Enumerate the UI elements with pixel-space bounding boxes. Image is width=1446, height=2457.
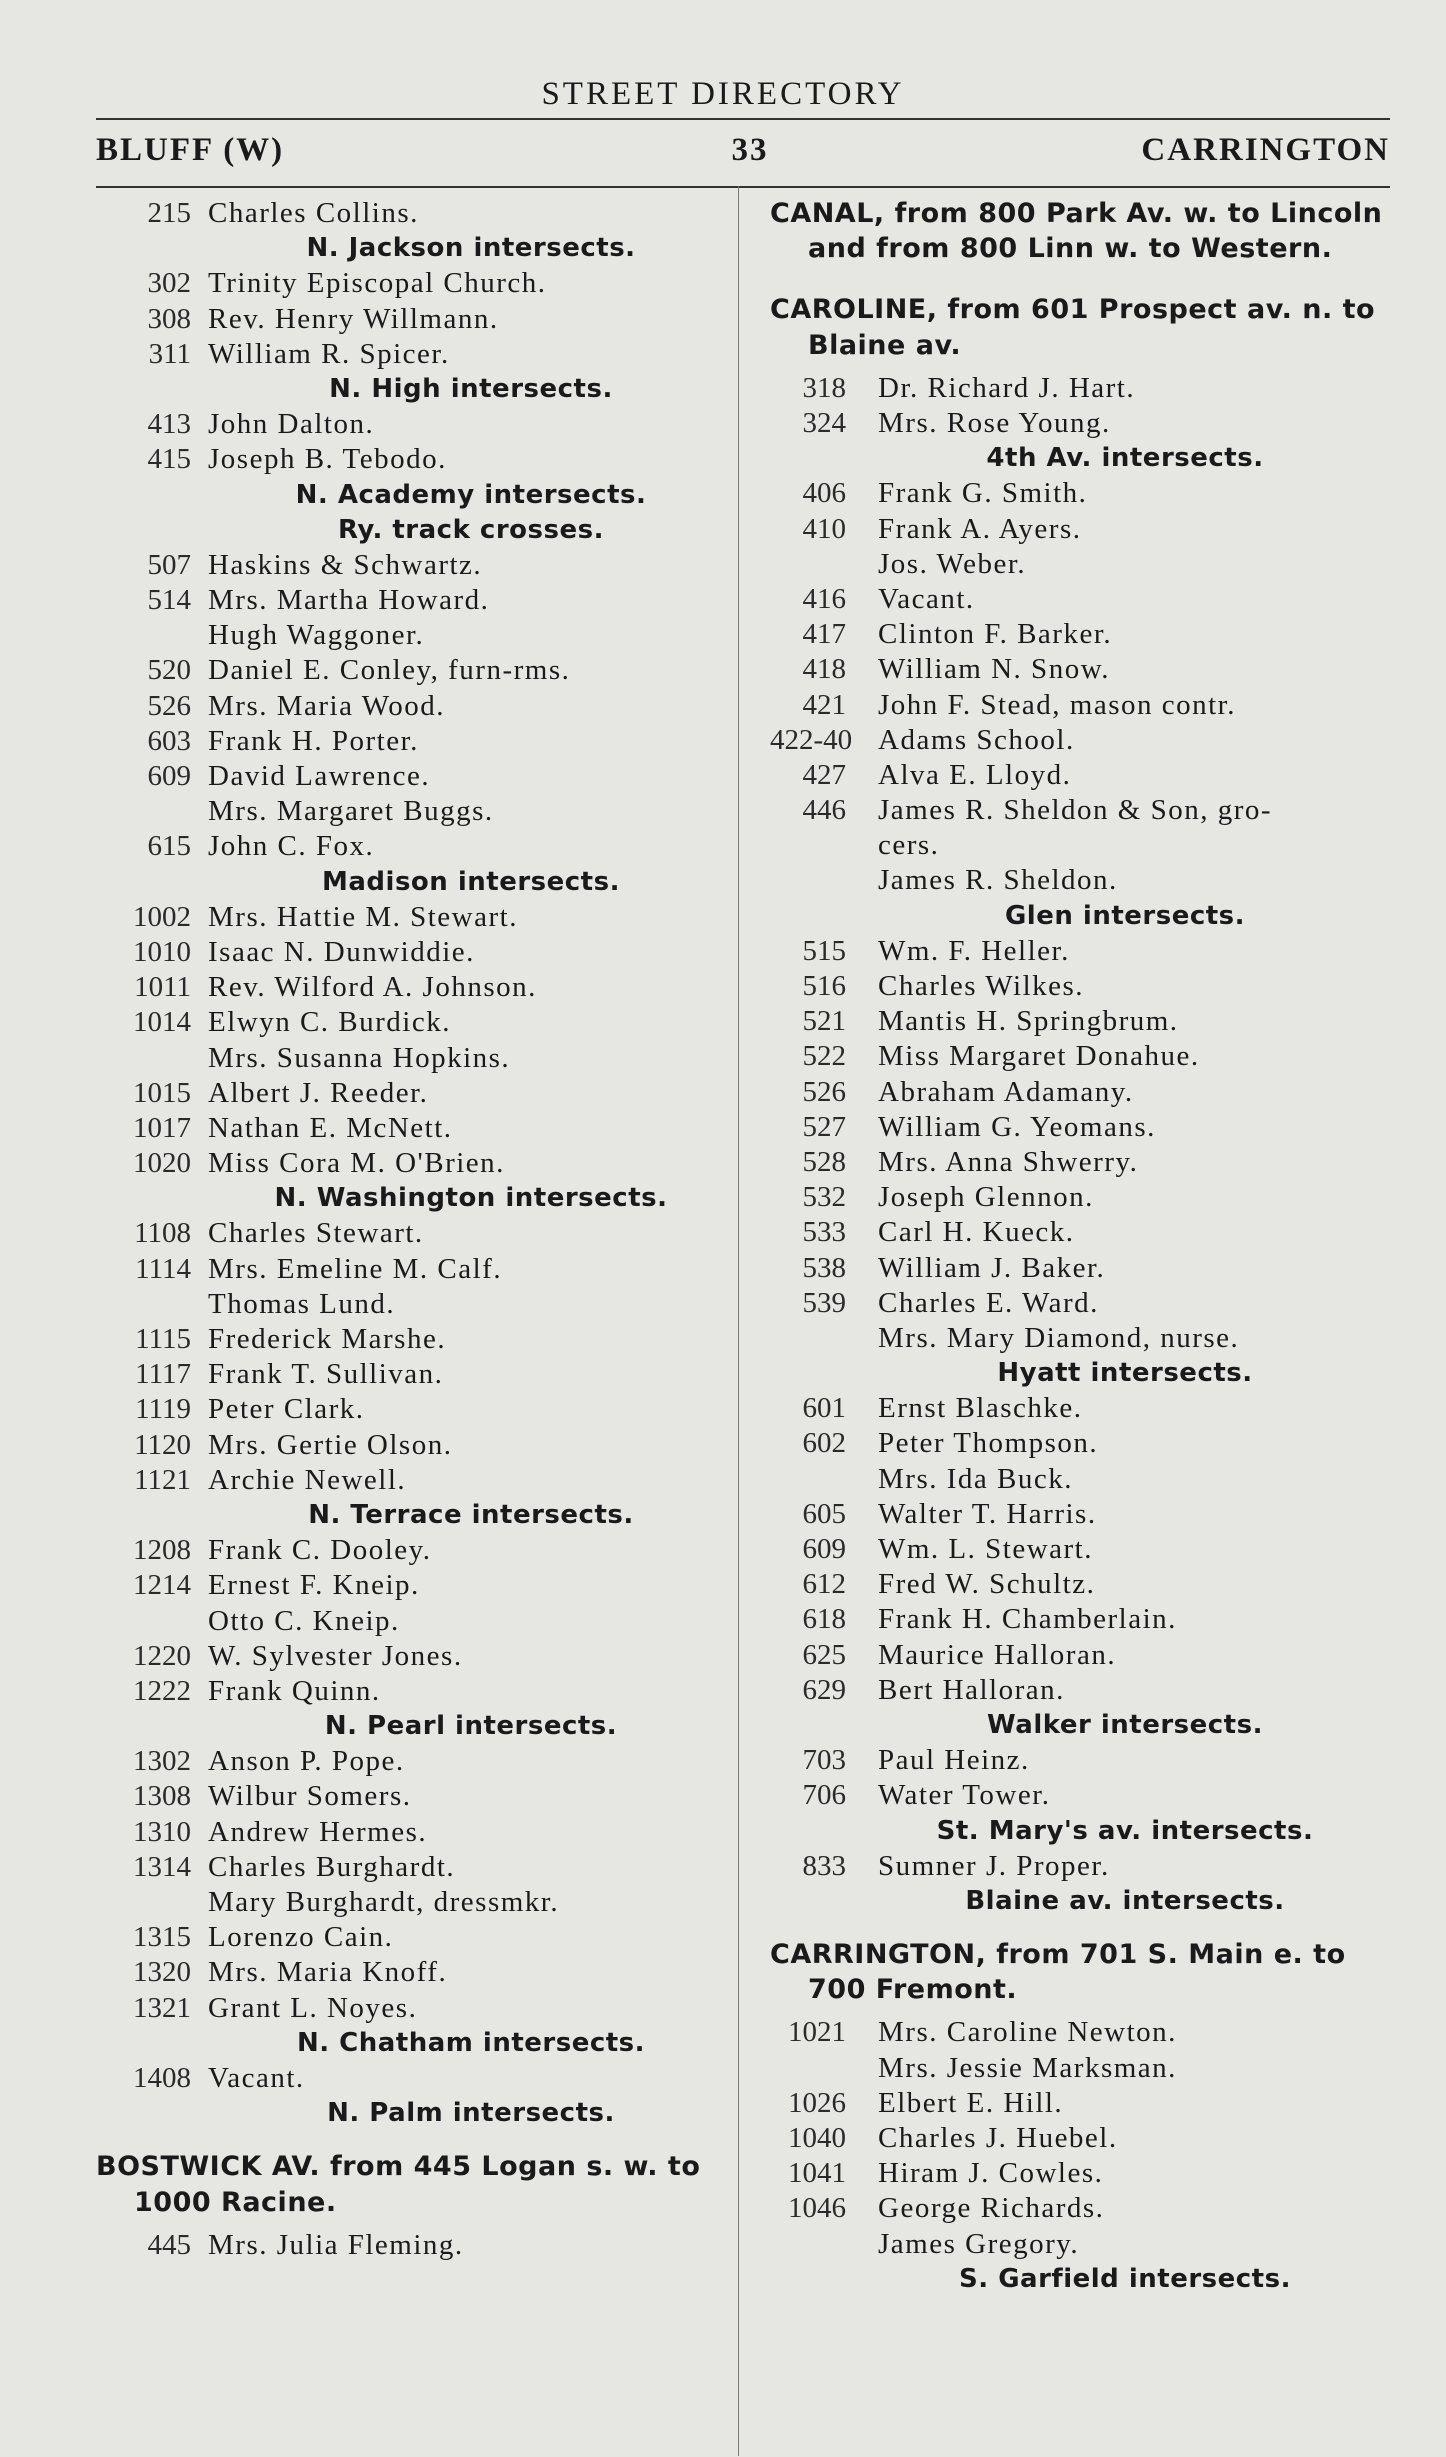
directory-entry xyxy=(770,1743,1390,1778)
directory-entry xyxy=(96,407,736,442)
resident-name: Charles J. Huebel. xyxy=(878,2122,1118,2155)
house-number: 1119 xyxy=(135,1393,191,1426)
directory-entry xyxy=(96,970,736,1005)
directory-entry xyxy=(770,1039,1390,1074)
resident-name: Ernst Blaschke. xyxy=(878,1392,1083,1425)
resident-name: Adams School. xyxy=(878,723,1075,756)
directory-entry xyxy=(770,863,1390,898)
directory-entry xyxy=(770,758,1390,793)
resident-name: Elwyn C. Burdick. xyxy=(208,1006,451,1039)
resident-name: John F. Stead, mason contr. xyxy=(878,688,1236,721)
house-number: 406 xyxy=(802,477,846,510)
house-number: 1021 xyxy=(788,2016,846,2049)
house-number: 515 xyxy=(802,934,846,967)
resident-name: Abraham Adamany. xyxy=(878,1075,1134,1108)
cross-street-heading: N. Washington intersects. xyxy=(274,1183,668,1214)
directory-entry xyxy=(770,652,1390,687)
resident-name: William G. Yeomans. xyxy=(878,1110,1156,1143)
street-heading: CAROLINE, from 601 Prospect av. n. to Blaine av. xyxy=(770,294,1376,361)
house-number: 1308 xyxy=(133,1780,191,1813)
house-number: 516 xyxy=(802,970,846,1002)
left-running-header: BLUFF (W) xyxy=(96,132,285,168)
directory-entry xyxy=(770,1321,1390,1356)
directory-entry xyxy=(770,582,1390,617)
cross-street-heading: S. Garfield intersects. xyxy=(959,2263,1291,2294)
resident-name: James R. Sheldon. xyxy=(878,864,1118,897)
directory-entry xyxy=(96,1322,736,1357)
directory-entry xyxy=(96,900,736,935)
directory-entry xyxy=(96,1920,736,1955)
directory-entry xyxy=(770,1638,1390,1673)
cross-street-heading: Hyatt intersects. xyxy=(997,1358,1253,1389)
spacer xyxy=(770,1919,1390,1937)
house-number: 532 xyxy=(802,1181,846,1214)
house-number: 625 xyxy=(802,1638,846,1671)
directory-entry xyxy=(96,1392,736,1427)
directory-entry xyxy=(770,828,1390,863)
directory-entry xyxy=(770,1145,1390,1180)
directory-entry xyxy=(96,1357,736,1392)
resident-name: Vacant. xyxy=(878,582,975,615)
resident-name: Frank C. Dooley. xyxy=(208,1534,432,1567)
resident-name: Anson P. Pope. xyxy=(208,1745,405,1778)
cross-street-heading: Madison intersects. xyxy=(322,866,620,897)
house-number: 1408 xyxy=(133,2061,191,2094)
directory-entry xyxy=(770,406,1390,441)
resident-name: Albert J. Reeder. xyxy=(208,1076,429,1109)
directory-entry xyxy=(96,583,736,618)
street-heading: BOSTWICK AV. from 445 Logan s. w. to 1000 Racine. xyxy=(96,2151,701,2218)
directory-entry xyxy=(770,1532,1390,1567)
house-number: 1320 xyxy=(133,1956,191,1989)
resident-name: Frank G. Smith. xyxy=(878,477,1088,510)
house-number: 413 xyxy=(147,408,191,441)
directory-entry xyxy=(96,1568,736,1603)
resident-name: Archie Newell. xyxy=(208,1463,407,1496)
resident-name: Bert Halloran. xyxy=(878,1673,1065,1706)
resident-name: John C. Fox. xyxy=(208,830,375,863)
spacer xyxy=(96,2220,736,2228)
cross-street-heading: Ry. track crosses. xyxy=(338,514,604,545)
house-number: 1026 xyxy=(788,2086,846,2119)
resident-name: Frederick Marshe. xyxy=(208,1323,447,1355)
resident-name: Joseph Glennon. xyxy=(878,1181,1094,1214)
house-number: 609 xyxy=(802,1533,846,1565)
resident-name: Mary Burghardt, dressmkr. xyxy=(208,1886,560,1918)
spacer xyxy=(770,266,1390,274)
directory-entry xyxy=(770,2015,1390,2050)
house-number: 1310 xyxy=(133,1815,191,1848)
resident-name: Water Tower. xyxy=(878,1779,1051,1812)
street-heading: CANAL, from 800 Park Av. w. to Lincoln and from 800 Linn w. to Western. xyxy=(770,198,1383,265)
resident-name: Grant L. Noyes. xyxy=(208,1991,418,2024)
directory-entry xyxy=(96,1428,736,1463)
house-number: 324 xyxy=(802,407,846,439)
resident-name: Paul Heinz. xyxy=(878,1744,1030,1777)
directory-entry xyxy=(96,1885,736,1920)
resident-name: Trinity Episcopal Church. xyxy=(208,267,547,300)
directory-entry xyxy=(96,442,736,477)
house-number: 1114 xyxy=(135,1252,191,1285)
directory-entry xyxy=(770,1778,1390,1813)
house-number: 416 xyxy=(802,582,846,615)
resident-name: Mrs. Mary Diamond, nurse. xyxy=(878,1321,1240,1354)
house-number: 427 xyxy=(802,758,846,791)
resident-name: Clinton F. Barker. xyxy=(878,618,1113,651)
directory-entry xyxy=(96,618,736,653)
house-number: 520 xyxy=(147,654,191,687)
directory-entry xyxy=(770,1075,1390,1110)
directory-entry xyxy=(770,1286,1390,1321)
resident-name: Mrs. Anna Shwerry. xyxy=(878,1145,1139,1178)
directory-entry xyxy=(96,1216,736,1251)
directory-entry xyxy=(96,1252,736,1287)
resident-name: Walter T. Harris. xyxy=(878,1497,1097,1530)
house-number: 703 xyxy=(802,1744,846,1777)
resident-name: Maurice Halloran. xyxy=(878,1638,1117,1671)
resident-name: Charles E. Ward. xyxy=(878,1286,1099,1319)
resident-name: Mrs. Ida Buck. xyxy=(878,1462,1073,1495)
directory-entry xyxy=(770,2156,1390,2191)
spacer xyxy=(770,274,1390,292)
house-number: 1041 xyxy=(788,2157,846,2190)
resident-name: Frank T. Sullivan. xyxy=(208,1358,444,1391)
directory-entry xyxy=(96,1850,736,1885)
house-number: 514 xyxy=(147,584,191,617)
resident-name: Miss Cora M. O'Brien. xyxy=(208,1147,505,1180)
house-number: 302 xyxy=(147,267,191,300)
house-number: 629 xyxy=(802,1673,846,1706)
directory-entry xyxy=(770,2086,1390,2121)
page-number: 33 xyxy=(731,132,769,168)
page-title: STREET DIRECTORY xyxy=(541,76,905,112)
resident-name: Mrs. Martha Howard. xyxy=(208,584,490,617)
spacer xyxy=(770,2007,1390,2015)
resident-name: Nathan E. McNett. xyxy=(208,1111,453,1144)
right-column xyxy=(770,196,1390,2297)
directory-entry xyxy=(96,1287,736,1322)
directory-entry xyxy=(770,371,1390,406)
resident-name: Dr. Richard J. Hart. xyxy=(878,371,1136,404)
cross-street-heading: St. Mary's av. intersects. xyxy=(936,1815,1314,1846)
house-number: 539 xyxy=(802,1286,846,1319)
directory-entry xyxy=(770,1849,1390,1884)
house-number: 418 xyxy=(802,653,846,686)
directory-entry xyxy=(96,1533,736,1568)
cross-street-heading: N. Chatham intersects. xyxy=(296,2027,646,2058)
house-number: 1214 xyxy=(133,1569,191,1602)
resident-name: Joseph B. Tebodo. xyxy=(208,443,447,476)
house-number: 410 xyxy=(802,512,846,545)
resident-name: Mantis H. Springbrum. xyxy=(878,1005,1179,1038)
house-number: 1046 xyxy=(788,2192,846,2225)
resident-name: Haskins & Schwartz. xyxy=(208,548,483,581)
resident-name: W. Sylvester Jones. xyxy=(208,1639,463,1672)
house-number: 417 xyxy=(802,618,846,651)
house-number: 1117 xyxy=(135,1358,191,1391)
resident-name: Vacant. xyxy=(208,2061,305,2094)
directory-entry xyxy=(96,724,736,759)
directory-entry xyxy=(96,1955,736,1990)
house-number: 533 xyxy=(802,1216,846,1249)
directory-entry xyxy=(770,2191,1390,2226)
directory-entry xyxy=(96,829,736,864)
resident-name: Alva E. Lloyd. xyxy=(878,758,1072,791)
resident-name: Elbert E. Hill. xyxy=(878,2086,1064,2119)
house-number: 1040 xyxy=(788,2122,846,2155)
directory-entry xyxy=(96,759,736,794)
directory-entry xyxy=(96,266,736,301)
directory-entry xyxy=(770,1391,1390,1426)
resident-name: Mrs. Caroline Newton. xyxy=(878,2016,1177,2049)
directory-entry xyxy=(770,2227,1390,2262)
resident-name: Carl H. Kueck. xyxy=(878,1216,1075,1249)
house-number: 609 xyxy=(147,760,191,792)
house-number: 1014 xyxy=(133,1006,191,1039)
house-number: 1208 xyxy=(133,1534,191,1567)
directory-entry xyxy=(770,1004,1390,1039)
house-number: 422-40 xyxy=(770,723,853,756)
resident-name: Wm. F. Heller. xyxy=(878,934,1070,967)
directory-entry xyxy=(96,794,736,829)
resident-name: Daniel E. Conley, furn-rms. xyxy=(208,654,571,687)
cross-street-heading: Blaine av. intersects. xyxy=(965,1885,1285,1916)
resident-name: Andrew Hermes. xyxy=(208,1815,428,1848)
resident-name: Wm. L. Stewart. xyxy=(878,1533,1093,1565)
directory-entry xyxy=(770,1251,1390,1286)
house-number: 311 xyxy=(148,337,191,370)
directory-entry xyxy=(96,2228,736,2263)
resident-name: Mrs. Maria Wood. xyxy=(208,689,445,722)
directory-entry xyxy=(770,512,1390,547)
resident-name: Peter Clark. xyxy=(208,1393,365,1426)
cross-street-heading: Walker intersects. xyxy=(987,1709,1263,1740)
cross-street-heading: 4th Av. intersects. xyxy=(986,443,1264,474)
cross-street-heading: N. Terrace intersects. xyxy=(308,1499,634,1530)
house-number: 1120 xyxy=(134,1428,191,1461)
spacer xyxy=(96,2131,736,2149)
house-number: 538 xyxy=(802,1251,846,1284)
house-number: 1020 xyxy=(133,1147,191,1180)
resident-name: Rev. Wilford A. Johnson. xyxy=(208,971,537,1004)
directory-entry xyxy=(96,1463,736,1498)
resident-name: Rev. Henry Willmann. xyxy=(208,302,499,335)
resident-name: Mrs. Margaret Buggs. xyxy=(208,795,494,828)
house-number: 602 xyxy=(802,1427,846,1460)
cross-street-heading: N. Pearl intersects. xyxy=(324,1711,618,1742)
house-number: 605 xyxy=(802,1497,846,1530)
resident-name: Mrs. Julia Fleming. xyxy=(208,2228,464,2261)
header-rule-bottom xyxy=(96,186,1390,188)
directory-entry xyxy=(770,476,1390,511)
street-heading: CARRINGTON, from 701 S. Main e. to 700 Fremont. xyxy=(770,1939,1346,2006)
directory-entry xyxy=(770,547,1390,582)
resident-name: Peter Thompson. xyxy=(878,1427,1099,1460)
resident-name: Otto C. Kneip. xyxy=(208,1604,400,1637)
resident-name: Wilbur Somers. xyxy=(208,1780,412,1813)
resident-name: James Gregory. xyxy=(878,2227,1080,2260)
directory-entry xyxy=(96,1991,736,2026)
resident-name: Mrs. Jessie Marksman. xyxy=(878,2051,1177,2084)
resident-name: David Lawrence. xyxy=(208,760,431,792)
left-column xyxy=(96,196,736,2263)
resident-name: cers. xyxy=(878,829,940,862)
cross-street-heading: N. High intersects. xyxy=(329,373,613,404)
resident-name: Jos. Weber. xyxy=(878,547,1027,580)
house-number: 415 xyxy=(147,443,191,476)
house-number: 522 xyxy=(802,1040,846,1073)
house-number: 1002 xyxy=(133,900,191,933)
directory-entry xyxy=(770,2051,1390,2086)
house-number: 618 xyxy=(802,1603,846,1636)
resident-name: William N. Snow. xyxy=(878,653,1110,686)
directory-entry xyxy=(770,1673,1390,1708)
directory-entry xyxy=(770,617,1390,652)
house-number: 706 xyxy=(802,1779,846,1812)
house-number: 1108 xyxy=(134,1217,191,1250)
resident-name: Lorenzo Cain. xyxy=(208,1921,394,1954)
house-number: 421 xyxy=(802,688,846,721)
resident-name: Charles Stewart. xyxy=(208,1217,424,1250)
resident-name: William R. Spicer. xyxy=(208,337,450,370)
resident-name: Mrs. Gertie Olson. xyxy=(208,1428,453,1461)
house-number: 1121 xyxy=(134,1463,191,1496)
spacer xyxy=(770,363,1390,371)
directory-entry xyxy=(770,1215,1390,1250)
house-number: 308 xyxy=(147,302,191,335)
directory-entry xyxy=(96,2061,736,2096)
house-number: 526 xyxy=(802,1075,846,1108)
directory-entry xyxy=(770,1497,1390,1532)
house-number: 1017 xyxy=(133,1111,191,1144)
directory-entry xyxy=(770,1180,1390,1215)
house-number: 1222 xyxy=(133,1674,191,1707)
house-number: 1010 xyxy=(133,935,191,968)
resident-name: Sumner J. Proper. xyxy=(878,1849,1110,1882)
directory-entry xyxy=(770,1567,1390,1602)
house-number: 603 xyxy=(147,724,191,757)
house-number: 1015 xyxy=(133,1076,191,1109)
house-number: 833 xyxy=(802,1849,846,1882)
cross-street-heading: N. Palm intersects. xyxy=(327,2098,615,2129)
resident-name: George Richards. xyxy=(878,2192,1105,2225)
header-rule-top xyxy=(96,118,1390,120)
resident-name: Frank H. Chamberlain. xyxy=(878,1603,1177,1636)
house-number: 521 xyxy=(802,1005,846,1038)
cross-street-heading: Glen intersects. xyxy=(1004,900,1246,931)
resident-name: Isaac N. Dunwiddie. xyxy=(208,935,475,968)
house-number: 1315 xyxy=(133,1921,191,1954)
resident-name: Frank Quinn. xyxy=(208,1674,381,1707)
house-number: 527 xyxy=(802,1110,846,1143)
resident-name: James R. Sheldon & Son, gro- xyxy=(878,794,1273,827)
resident-name: Frank H. Porter. xyxy=(208,724,419,757)
directory-entry xyxy=(770,1602,1390,1637)
house-number: 526 xyxy=(147,689,191,722)
directory-entry xyxy=(96,689,736,724)
house-number: 1314 xyxy=(133,1850,191,1883)
resident-name: William J. Baker. xyxy=(878,1251,1106,1284)
house-number: 215 xyxy=(147,197,191,229)
directory-entry xyxy=(96,302,736,337)
house-number: 612 xyxy=(802,1568,846,1601)
house-number: 1011 xyxy=(134,971,191,1004)
resident-name: Hugh Waggoner. xyxy=(208,619,425,652)
directory-entry xyxy=(96,1779,736,1814)
directory-entry xyxy=(96,1744,736,1779)
resident-name: Hiram J. Cowles. xyxy=(878,2157,1104,2190)
house-number: 318 xyxy=(802,371,846,404)
directory-entry xyxy=(96,1146,736,1181)
directory-entry xyxy=(770,688,1390,723)
directory-entry xyxy=(770,1426,1390,1461)
resident-name: Charles Collins. xyxy=(208,197,419,229)
directory-entry xyxy=(770,1110,1390,1145)
directory-entry xyxy=(96,548,736,583)
resident-name: Mrs. Emeline M. Calf. xyxy=(208,1252,503,1285)
house-number: 615 xyxy=(147,830,191,863)
resident-name: Mrs. Rose Young. xyxy=(878,407,1111,439)
house-number: 528 xyxy=(802,1145,846,1178)
house-number: 1220 xyxy=(133,1639,191,1672)
cross-street-heading: N. Academy intersects. xyxy=(295,479,647,510)
resident-name: Mrs. Maria Knoff. xyxy=(208,1956,448,1989)
directory-entry xyxy=(96,1639,736,1674)
resident-name: Ernest F. Kneip. xyxy=(208,1569,420,1602)
directory-entry xyxy=(770,969,1390,1004)
right-running-header: CARRINGTON xyxy=(1141,132,1390,168)
directory-entry xyxy=(96,1041,736,1076)
resident-name: Charles Wilkes. xyxy=(878,970,1085,1002)
directory-entry xyxy=(770,723,1390,758)
directory-entry xyxy=(96,196,736,231)
directory-entry xyxy=(770,934,1390,969)
house-number: 1115 xyxy=(135,1323,191,1355)
resident-name: John Dalton. xyxy=(208,408,375,441)
resident-name: Frank A. Ayers. xyxy=(878,512,1082,545)
resident-name: Mrs. Susanna Hopkins. xyxy=(208,1041,511,1074)
directory-entry xyxy=(770,1462,1390,1497)
house-number: 445 xyxy=(147,2228,191,2261)
directory-entry xyxy=(96,1815,736,1850)
directory-entry xyxy=(96,337,736,372)
directory-entry xyxy=(96,1111,736,1146)
resident-name: Charles Burghardt. xyxy=(208,1850,456,1883)
resident-name: Mrs. Hattie M. Stewart. xyxy=(208,900,518,933)
directory-entry xyxy=(96,1604,736,1639)
resident-name: Fred W. Schultz. xyxy=(878,1568,1096,1601)
directory-entry xyxy=(96,1674,736,1709)
house-number: 1302 xyxy=(133,1745,191,1778)
resident-name: Thomas Lund. xyxy=(208,1287,396,1320)
house-number: 507 xyxy=(147,548,191,581)
directory-entry xyxy=(96,653,736,688)
column-divider xyxy=(738,186,739,2456)
directory-entry xyxy=(96,1076,736,1111)
house-number: 1321 xyxy=(133,1991,191,2024)
resident-name: Miss Margaret Donahue. xyxy=(878,1040,1200,1073)
house-number: 446 xyxy=(802,794,846,827)
cross-street-heading: N. Jackson intersects. xyxy=(306,233,636,264)
directory-entry xyxy=(96,935,736,970)
directory-entry xyxy=(770,793,1390,828)
directory-entry xyxy=(96,1005,736,1040)
house-number: 601 xyxy=(802,1392,846,1425)
directory-entry xyxy=(770,2121,1390,2156)
